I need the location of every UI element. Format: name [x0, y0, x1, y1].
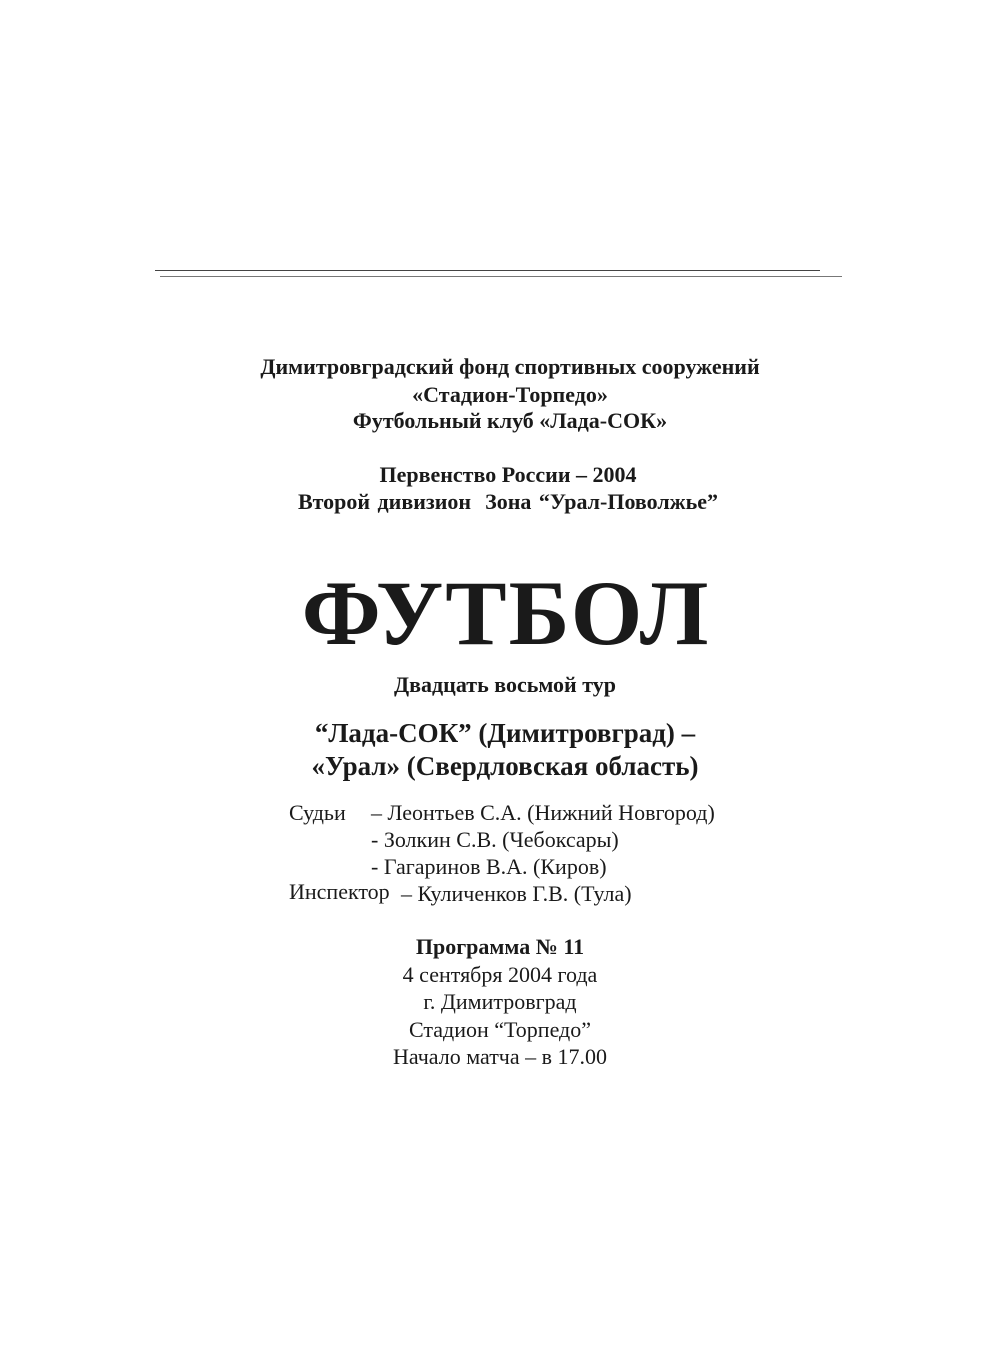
zone-label: Зона “Урал-Поволжье” — [485, 489, 719, 514]
top-edge-line-shadow — [160, 276, 842, 277]
competition-division-line — [178, 489, 838, 515]
referee-2: - Золкин С.В. (Чебоксары) — [371, 827, 619, 852]
sport-title: ФУТБОЛ — [301, 562, 711, 664]
match-home-team: “Лада-СОК” (Димитровград) – — [314, 718, 696, 748]
program-number: Программа № 11 — [415, 934, 585, 959]
match-date: 4 сентября 2004 года — [402, 962, 598, 987]
organizer-line-2: «Стадион-Торпедо» — [412, 382, 608, 407]
club-line: Футбольный клуб «Лада-СОК» — [352, 408, 668, 433]
division-label: Второй дивизион — [297, 489, 472, 514]
referee-1: – Леонтьев С.А. (Нижний Новгород) — [371, 800, 715, 825]
referee-3: - Гагаринов В.А. (Киров) — [371, 854, 607, 879]
round-title: Двадцать восьмой тур — [394, 672, 616, 697]
referees-label: Судьи — [289, 800, 346, 825]
top-edge-line — [155, 270, 820, 271]
inspector-name: – Куличенков Г.В. (Тула) — [401, 881, 632, 906]
inspector-label: Инспектор — [289, 879, 390, 904]
match-away-team: «Урал» (Свердловская область) — [311, 751, 699, 781]
match-stadium: Стадион “Торпедо” — [408, 1017, 592, 1042]
organizer-line-1: Димитровградский фонд спортивных сооружений — [260, 354, 760, 379]
competition-title: Первенство России – 2004 — [379, 462, 637, 487]
kickoff-time: Начало матча – в 17.00 — [392, 1044, 608, 1069]
match-city: г. Димитровград — [423, 989, 577, 1014]
